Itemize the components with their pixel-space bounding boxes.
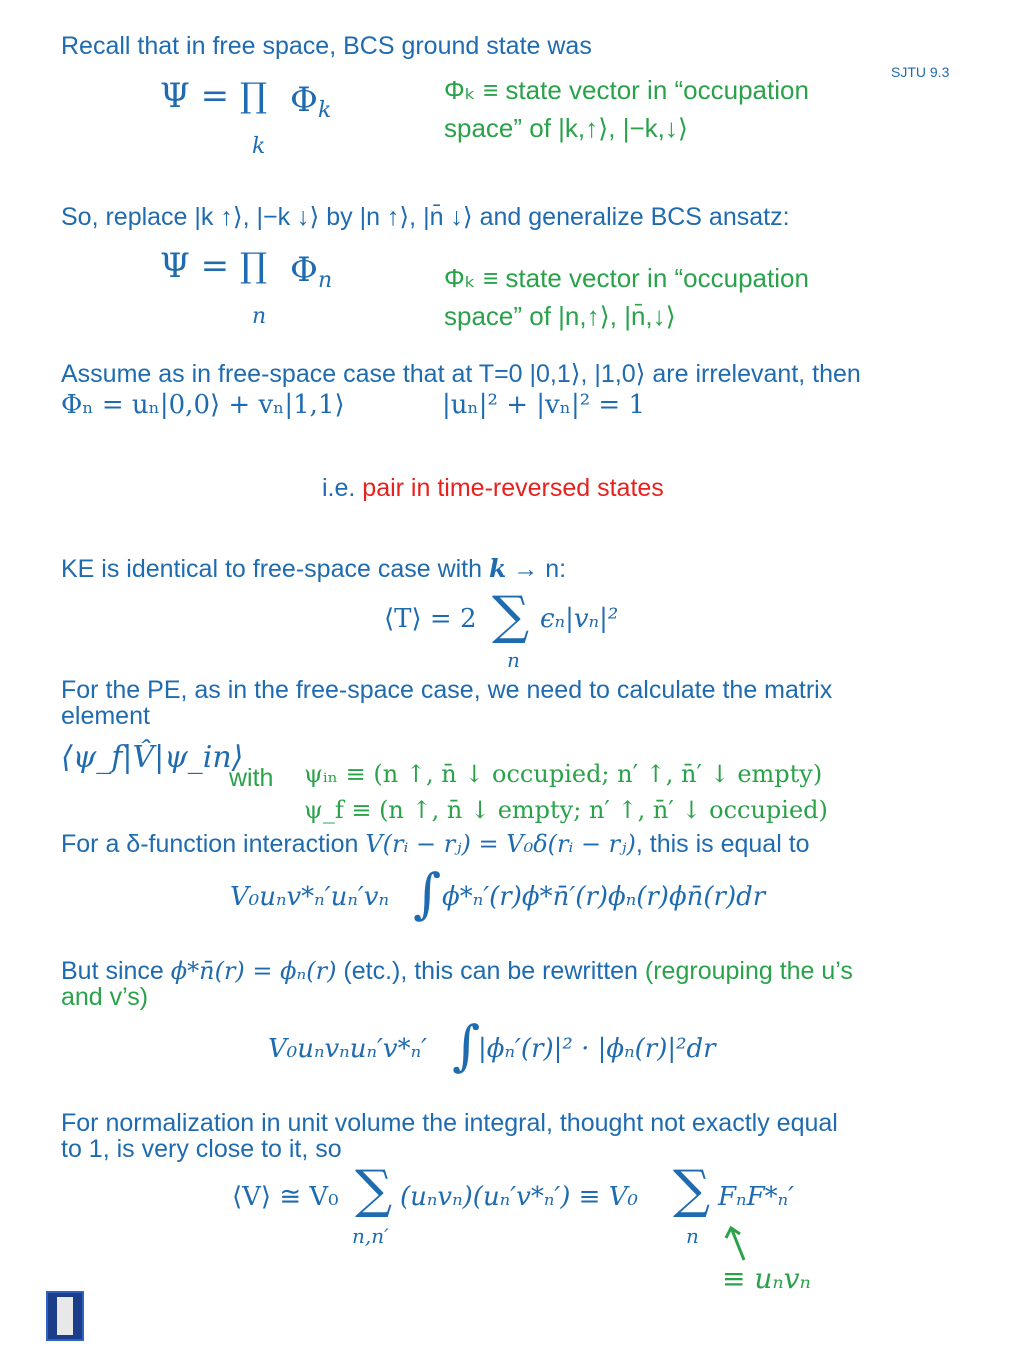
note2-line2: space” of |n,↑⟩, |n̄,↓⟩ xyxy=(444,301,676,331)
pair-line xyxy=(322,474,664,502)
eq4-rhs: ϵₙ|vₙ|² xyxy=(540,604,619,634)
note2-line1: Φₖ ≡ state vector in “occupation xyxy=(444,263,809,293)
eq2-rhs: Φ xyxy=(290,250,318,290)
eq2-sub: n xyxy=(252,304,267,329)
illinois-block-i-icon xyxy=(46,1291,84,1341)
integral-icon: ∫ xyxy=(413,862,442,925)
since-line1 xyxy=(61,957,853,985)
eq3-right: |uₙ|² + |vₙ|² = 1 xyxy=(442,390,645,420)
delta-math: V(rᵢ − rⱼ) = V₀δ(rᵢ − rⱼ) xyxy=(365,830,636,858)
eq7-mid: (uₙvₙ)(uₙ′v*ₙ′) ≡ V₀ xyxy=(400,1182,638,1212)
sum-icon: ∑ xyxy=(492,586,530,646)
since-line2: and v’s) xyxy=(61,983,149,1011)
since-green: (regrouping the u’s xyxy=(644,957,853,985)
eq4-sum-sub: n xyxy=(507,648,520,672)
eq4-lhs: ⟨T⟩ = 2 xyxy=(384,604,477,634)
eq1-sub: k xyxy=(252,134,266,159)
ke-arrow: → n: xyxy=(506,555,567,583)
replace-text: So, replace |k ↑⟩, |−k ↓⟩ by |n ↑⟩, |n̄ ↓⟩ and generalize BCS ansatz: xyxy=(61,203,790,231)
note1-line1: Φₖ ≡ state vector in “occupation xyxy=(444,75,809,105)
up-arrow-icon xyxy=(722,1224,752,1264)
eq7-sub1: n,n′ xyxy=(352,1224,389,1248)
matrix-element: ⟨ψ_f|V̂|ψ_in⟩ xyxy=(61,740,244,775)
slide-tag: SJTU 9.3 xyxy=(891,64,950,80)
eq1-lhs: Ψ = ∏ xyxy=(160,76,267,116)
sum-icon: ∑ xyxy=(355,1160,393,1220)
eq5-integrand: ϕ*ₙ′(r)ϕ*n̄′(r)ϕₙ(r)ϕn̄(r)dr xyxy=(442,882,766,912)
delta-prefix: For a δ-function interaction xyxy=(61,830,366,858)
ke-bold-k: k xyxy=(488,554,507,583)
eq2-lhs: Ψ = ∏ xyxy=(160,246,267,286)
norm-line1: For normalization in unit volume the integral, thought not exactly equal xyxy=(61,1109,838,1137)
sum-icon: ∑ xyxy=(673,1160,711,1220)
since-prefix: But since xyxy=(61,957,171,985)
psi-f-definition: ψ_f ≡ (n ↑, n̄ ↓ empty; n′ ↑, n̄′ ↓ occupied) xyxy=(304,796,828,824)
ke-line xyxy=(61,555,566,583)
delta-line xyxy=(61,830,810,858)
eq7-rhs: FₙF*ₙ′ xyxy=(718,1182,795,1212)
eq5-prefactor: V₀uₙv*ₙ′uₙ′vₙ xyxy=(230,882,390,912)
pe-line2: element xyxy=(61,702,150,730)
eq2-rhs-sub: n xyxy=(318,268,333,293)
delta-suffix: , this is equal to xyxy=(635,830,810,858)
with-label: with xyxy=(229,764,274,792)
note1-line2: space” of |k,↑⟩, |−k,↓⟩ xyxy=(444,113,689,143)
pair-highlight: pair in time-reversed states xyxy=(362,474,664,502)
eq3-left: Φₙ = uₙ|0,0⟩ + vₙ|1,1⟩ xyxy=(61,390,345,420)
eq1-rhs-sub: k xyxy=(318,98,332,123)
eq7-lhs: ⟨V⟩ ≅ V₀ xyxy=(232,1182,339,1212)
norm-line2: to 1, is very close to it, so xyxy=(61,1135,342,1163)
eq7-sub2: n xyxy=(686,1224,699,1248)
eq6-integrand: |ϕₙ′(r)|² · |ϕₙ(r)|²dr xyxy=(478,1034,716,1064)
psi-in-definition: ψᵢₙ ≡ (n ↑, n̄ ↓ occupied; n′ ↑, n̄′ ↓ empty) xyxy=(304,760,823,788)
since-middle: (etc.), this can be rewritten xyxy=(336,957,645,985)
integral-icon: ∫ xyxy=(452,1014,481,1077)
intro-text: Recall that in free space, BCS ground state was xyxy=(61,32,592,60)
ke-text: KE is identical to free-space case with xyxy=(61,555,489,583)
f-definition: ≡ uₙvₙ xyxy=(722,1262,811,1295)
assume-text: Assume as in free-space case that at T=0 |0,1⟩, |1,0⟩ are irrelevant, then xyxy=(61,360,861,388)
eq1-rhs: Φ xyxy=(290,80,318,120)
pe-line1: For the PE, as in the free-space case, we need to calculate the matrix xyxy=(61,676,833,704)
pair-prefix: i.e. xyxy=(322,474,363,502)
eq6-prefactor: V₀uₙvₙuₙ′v*ₙ′ xyxy=(268,1034,428,1064)
since-math: ϕ*n̄(r) = ϕₙ(r) xyxy=(170,957,337,985)
